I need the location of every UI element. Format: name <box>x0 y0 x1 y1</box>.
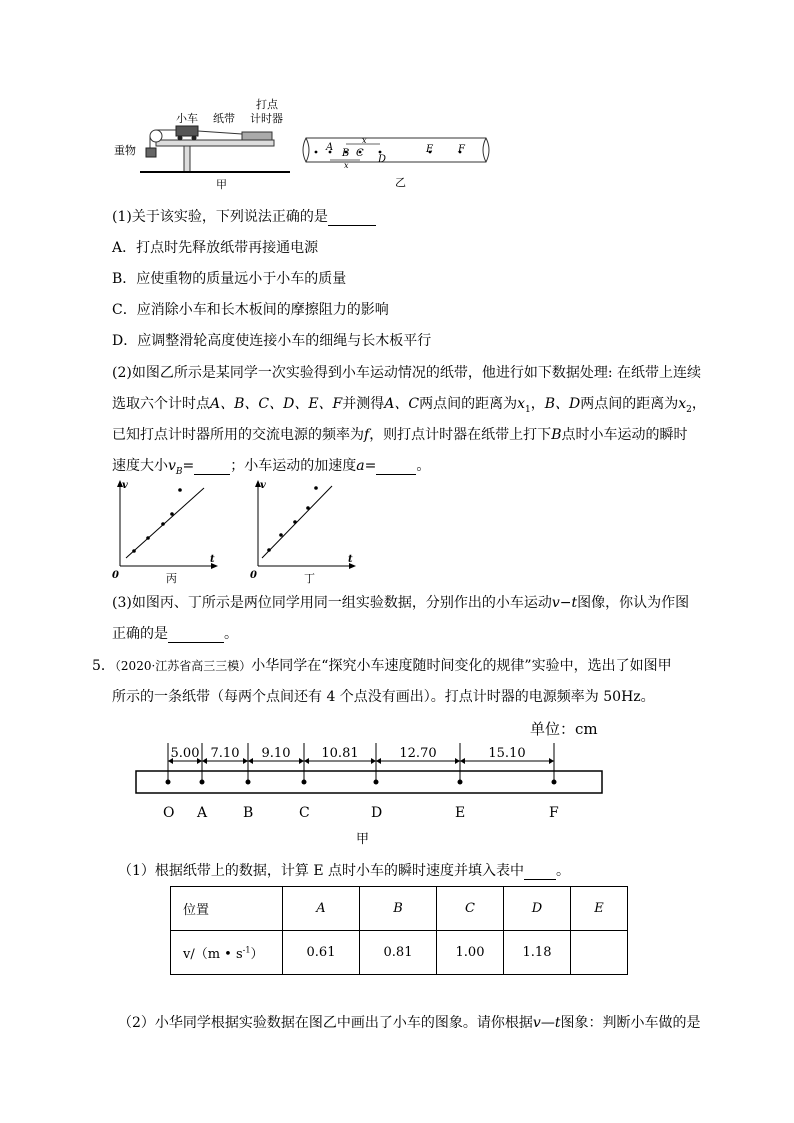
q4-2-line2: 选取六个计时点A、B、C、D、E、F并测得A、C两点间的距离为$x_1$，B、D两点间的距离为$x_2$， <box>112 396 706 415</box>
apparatus-figure <box>110 98 300 190</box>
tape-point-c: C <box>356 148 364 159</box>
cart-label: 小车 <box>176 112 198 125</box>
arrowhead <box>455 758 460 764</box>
graph-c-t-label: t <box>210 554 215 565</box>
graph-c-caption: 丙 <box>166 572 177 585</box>
graph-d-caption: 丁 <box>304 572 315 585</box>
answer-blank-q5-1[interactable] <box>524 863 556 880</box>
table-cell: 0.61 <box>283 931 360 975</box>
option-c: C．应消除小车和长木板间的摩擦阻力的影响 <box>112 302 389 318</box>
graph-d-v-label: v <box>260 480 266 491</box>
q4-3-line1: (3)如图丙、丁所示是两位同学用同一组实验数据，分别作出的小车运动v−t图像，你认为作图 <box>112 595 690 611</box>
arrowhead <box>299 758 304 764</box>
segment-length-label: 7.10 <box>210 746 240 761</box>
timer-label-bottom: 计时器 <box>250 112 283 125</box>
arrowhead <box>460 758 465 764</box>
graph-c-v-label: v <box>122 480 128 491</box>
option-d: D．应调整滑轮高度使连接小车的细绳与长木板平行 <box>112 333 432 349</box>
table-header-row <box>171 887 628 931</box>
graph-d <box>248 478 358 586</box>
segment-length-label: 9.10 <box>261 746 291 761</box>
segment-length-label: 15.10 <box>488 746 526 761</box>
graph-d-origin: 0 <box>250 570 257 581</box>
weight-label: 重物 <box>114 144 136 157</box>
tape-point-f: F <box>458 144 465 155</box>
table-cell: 1.00 <box>437 931 504 975</box>
arrowhead <box>202 758 207 764</box>
tape-label: 纸带 <box>213 112 235 125</box>
arrowhead <box>376 758 381 764</box>
tape-figure-q5 <box>130 735 605 847</box>
cart-icon <box>176 126 198 136</box>
table-cell: 0.81 <box>360 931 437 975</box>
graph-c-origin: 0 <box>112 570 119 581</box>
graph-c <box>110 478 220 586</box>
tape-point-b: B <box>342 148 350 159</box>
velocity-table <box>170 886 628 975</box>
table-header: 位置 <box>171 887 283 931</box>
q4-1: (1)关于该实验，下列说法正确的是 <box>112 206 376 226</box>
tape-point-label: B <box>243 805 254 821</box>
segment-length-label: 5.00 <box>170 746 200 761</box>
x2-label: x <box>362 136 367 145</box>
q4-3-line2: 正确的是 。 <box>112 626 238 642</box>
tape-point-label: F <box>549 805 559 821</box>
option-a: A．打点时先释放纸带再接通电源 <box>112 240 319 256</box>
tape-figure <box>300 130 492 190</box>
table-cell-e-answer[interactable] <box>571 931 628 975</box>
table-header: E <box>571 887 628 931</box>
q4-2-line4: 速度大小$v_B=$ ；小车运动的加速度a= 。 <box>112 458 431 477</box>
arrowhead <box>248 758 253 764</box>
table-row <box>171 931 628 975</box>
tape-point-label: E <box>455 805 466 821</box>
answer-blank-3[interactable] <box>168 626 224 643</box>
answer-blank-vb[interactable] <box>194 458 230 475</box>
tape-point-e: E <box>426 144 434 155</box>
arrowhead <box>371 758 376 764</box>
q5-2: （2）小华同学根据实验数据在图乙中画出了小车的图象。请你根据v—t图象：判断小车做的是 <box>118 1015 701 1031</box>
board <box>156 140 274 146</box>
q5-line2: 所示的一条纸带（每两个点间还有 4 个点没有画出）。打点计时器的电源频率为 50Hz。 <box>112 689 655 705</box>
segment-length-label: 10.81 <box>321 746 359 761</box>
table-header: B <box>360 887 437 931</box>
figure-b-caption: 乙 <box>395 176 406 189</box>
table-row-label: v/（m • $s^{-1}$） <box>171 931 283 975</box>
option-b: B．应使重物的质量远小于小车的质量 <box>112 271 347 287</box>
tape-point-label: D <box>371 805 383 821</box>
q4-2-line3: 已知打点计时器所用的交流电源的频率为f，则打点计时器在纸带上打下B点时小车运动的瞬时 <box>112 427 688 443</box>
answer-blank-1[interactable] <box>328 209 376 226</box>
tape-point-label: A <box>197 805 208 821</box>
tape-point-a: A <box>326 142 334 153</box>
arrowhead <box>304 758 309 764</box>
table-header: A <box>283 887 360 931</box>
tape-caption: 甲 <box>356 832 370 847</box>
tape-point-label: O <box>163 805 175 821</box>
arrowhead <box>243 758 248 764</box>
weight-icon <box>146 148 156 157</box>
figure-a-caption: 甲 <box>216 178 227 190</box>
q5-1: （1）根据纸带上的数据，计算 E 点时小车的瞬时速度并填入表中 。 <box>118 863 571 879</box>
tape-point-d: D <box>378 154 387 165</box>
answer-blank-a[interactable] <box>376 458 416 475</box>
q4-2-line1: (2)如图乙所示是某同学一次实验得到小车运动情况的纸带，他进行如下数据处理: 在纸带上连续 <box>112 365 701 381</box>
timer-icon <box>242 132 272 140</box>
timer-label-top: 打点 <box>256 98 278 111</box>
table-header: C <box>437 887 504 931</box>
table-cell: 1.18 <box>504 931 571 975</box>
x1-label: x <box>344 161 349 170</box>
arrowhead <box>549 758 554 764</box>
table-header: D <box>504 887 571 931</box>
segment-length-label: 12.70 <box>399 746 437 761</box>
unit-label: 单位：cm <box>530 720 598 738</box>
graph-d-t-label: t <box>348 554 353 565</box>
q5-line1: 5．（2020·江苏省高三三模）小华同学在“探究小车速度随时间变化的规律”实验中，选出了如图甲 <box>92 658 672 674</box>
pulley-icon <box>150 130 162 142</box>
tape-point-label: C <box>299 805 310 821</box>
